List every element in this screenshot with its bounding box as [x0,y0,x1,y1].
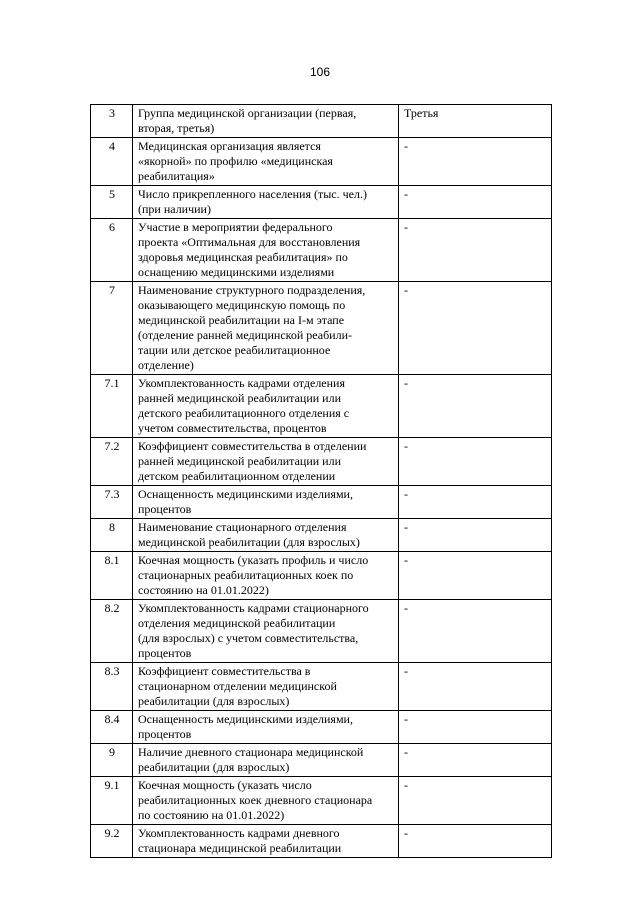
row-parameter: Коэффициент совместительства в стационарном отделении медицинской реабилитации (для взрослых) [133,663,399,711]
table-row [91,438,552,486]
table-row [91,105,552,138]
row-number: 8.3 [91,663,133,711]
row-parameter: Коечная мощность (указать число реабилитационных коек дневного стационара по состоянию на 01.01.2022) [133,777,399,825]
row-number: 8 [91,519,133,552]
row-value: - [399,825,552,858]
table-row [91,552,552,600]
row-number: 8.1 [91,552,133,600]
row-value: - [399,486,552,519]
table-row [91,282,552,375]
table-row [91,219,552,282]
row-parameter: Оснащенность медицинскими изделиями, процентов [133,486,399,519]
row-value: - [399,711,552,744]
row-value: - [399,519,552,552]
row-parameter: Наличие дневного стационара медицинской реабилитации (для взрослых) [133,744,399,777]
row-value: - [399,777,552,825]
row-parameter: Наименование стационарного отделения медицинской реабилитации (для взрослых) [133,519,399,552]
row-parameter: Укомплектованность кадрами стационарного отделения медицинской реабилитации (для взрослых) с учетом совместительства, процентов [133,600,399,663]
table-row [91,663,552,711]
row-value: - [399,600,552,663]
row-value: - [399,375,552,438]
row-value: - [399,282,552,375]
row-number: 8.2 [91,600,133,663]
row-parameter: Медицинская организация является «якорной» по профилю «медицинская реабилитация» [133,138,399,186]
row-parameter: Оснащенность медицинскими изделиями, процентов [133,711,399,744]
row-value: - [399,219,552,282]
row-parameter: Коечная мощность (указать профиль и число стационарных реабилитационных коек по состоянию на 01.01.2022) [133,552,399,600]
row-number: 7.1 [91,375,133,438]
row-parameter: Группа медицинской организации (первая, вторая, третья) [133,105,399,138]
row-number: 4 [91,138,133,186]
table-row [91,600,552,663]
row-parameter: Число прикрепленного населения (тыс. чел.) (при наличии) [133,186,399,219]
row-value: Третья [399,105,552,138]
row-number: 3 [91,105,133,138]
row-value: - [399,138,552,186]
row-value: - [399,552,552,600]
table-row [91,375,552,438]
table-row [91,486,552,519]
row-number: 8.4 [91,711,133,744]
row-number: 9.1 [91,777,133,825]
row-number: 6 [91,219,133,282]
table-body [91,105,552,858]
table-row [91,825,552,858]
row-value: - [399,744,552,777]
row-parameter: Коэффициент совместительства в отделении ранней медицинской реабилитации или детском реабилитационном отделении [133,438,399,486]
table-row [91,519,552,552]
page-number: 106 [309,65,331,79]
table-row [91,744,552,777]
table-row [91,777,552,825]
row-number: 9 [91,744,133,777]
table-row [91,138,552,186]
row-parameter: Наименование структурного подразделения, оказывающего медицинскую помощь по медицинской реабилитации на I-м этапе (отделение ранней медицинской реабили- тации или детское реабилитационное отделение) [133,282,399,375]
row-parameter: Участие в мероприятии федерального проекта «Оптимальная для восстановления здоровья медицинская реабилитация» по оснащению медицинскими изделиями [133,219,399,282]
row-number: 7.2 [91,438,133,486]
row-value: - [399,663,552,711]
row-number: 7.3 [91,486,133,519]
row-parameter: Укомплектованность кадрами отделения ранней медицинской реабилитации или детского реабилитационного отделения с учетом совместительства, процентов [133,375,399,438]
row-value: - [399,438,552,486]
row-number: 5 [91,186,133,219]
table-row [91,711,552,744]
table-row [91,186,552,219]
row-number: 9.2 [91,825,133,858]
row-number: 7 [91,282,133,375]
row-parameter: Укомплектованность кадрами дневного стационара медицинской реабилитации [133,825,399,858]
row-value: - [399,186,552,219]
rehabilitation-info-table [90,104,552,858]
